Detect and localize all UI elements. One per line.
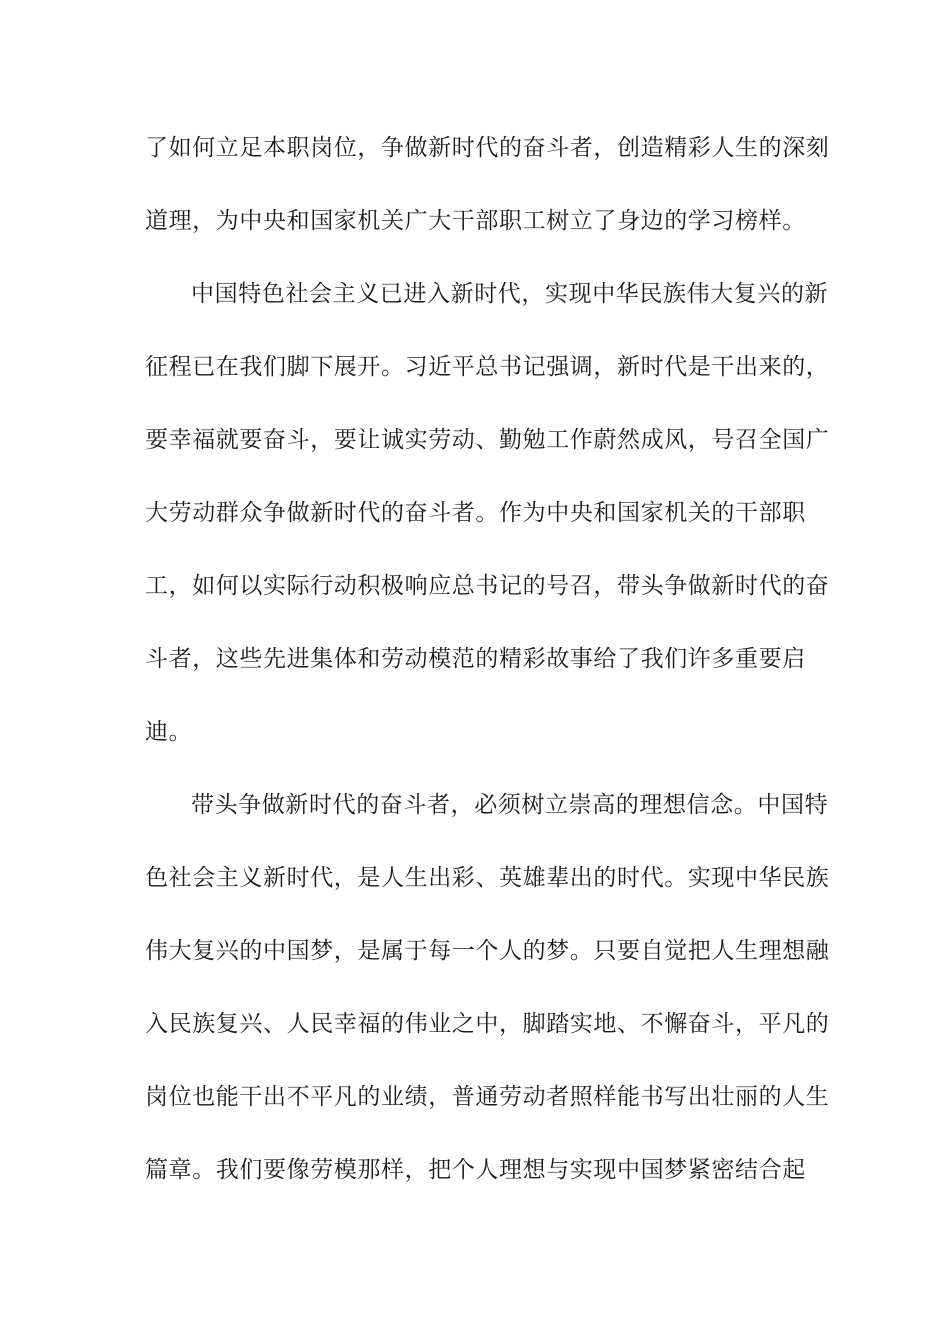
text-line-5: 要幸福就要奋斗，要让诚实劳动、勤勉工作蔚然成风，号召全国广 xyxy=(145,427,830,453)
text-line-4: 征程已在我们脚下展开。习近平总书记强调，新时代是干出来的， xyxy=(145,354,830,380)
text-line-1: 了如何立足本职岗位，争做新时代的奋斗者，创造精彩人生的深刻 xyxy=(145,135,830,161)
text-line-9: 迪。 xyxy=(145,719,193,745)
text-line-14: 岗位也能干出不平凡的业绩，普通劳动者照样能书写出壮丽的人生 xyxy=(145,1084,830,1110)
text-line-11: 色社会主义新时代，是人生出彩、英雄辈出的时代。实现中华民族 xyxy=(145,865,830,891)
text-line-6: 大劳动群众争做新时代的奋斗者。作为中央和国家机关的干部职 xyxy=(145,500,806,526)
paragraph-3-first-line: 带头争做新时代的奋斗者，必须树立崇高的理想信念。中国特 xyxy=(191,792,829,818)
text-line-13: 入民族复兴、人民幸福的伟业之中，脚踏实地、不懈奋斗，平凡的 xyxy=(145,1011,830,1037)
text-line-7: 工，如何以实际行动积极响应总书记的号召，带头争做新时代的奋 xyxy=(145,573,830,599)
text-line-8: 斗者，这些先进集体和劳动模范的精彩故事给了我们许多重要启 xyxy=(145,646,806,672)
text-line-12: 伟大复兴的中国梦，是属于每一个人的梦。只要自觉把人生理想融 xyxy=(145,938,830,964)
text-line-15: 篇章。我们要像劳模那样，把个人理想与实现中国梦紧密结合起 xyxy=(145,1157,806,1183)
text-line-2: 道理，为中央和国家机关广大干部职工树立了身边的学习榜样。 xyxy=(145,208,806,234)
paragraph-2-first-line: 中国特色社会主义已进入新时代，实现中华民族伟大复兴的新 xyxy=(191,281,829,307)
